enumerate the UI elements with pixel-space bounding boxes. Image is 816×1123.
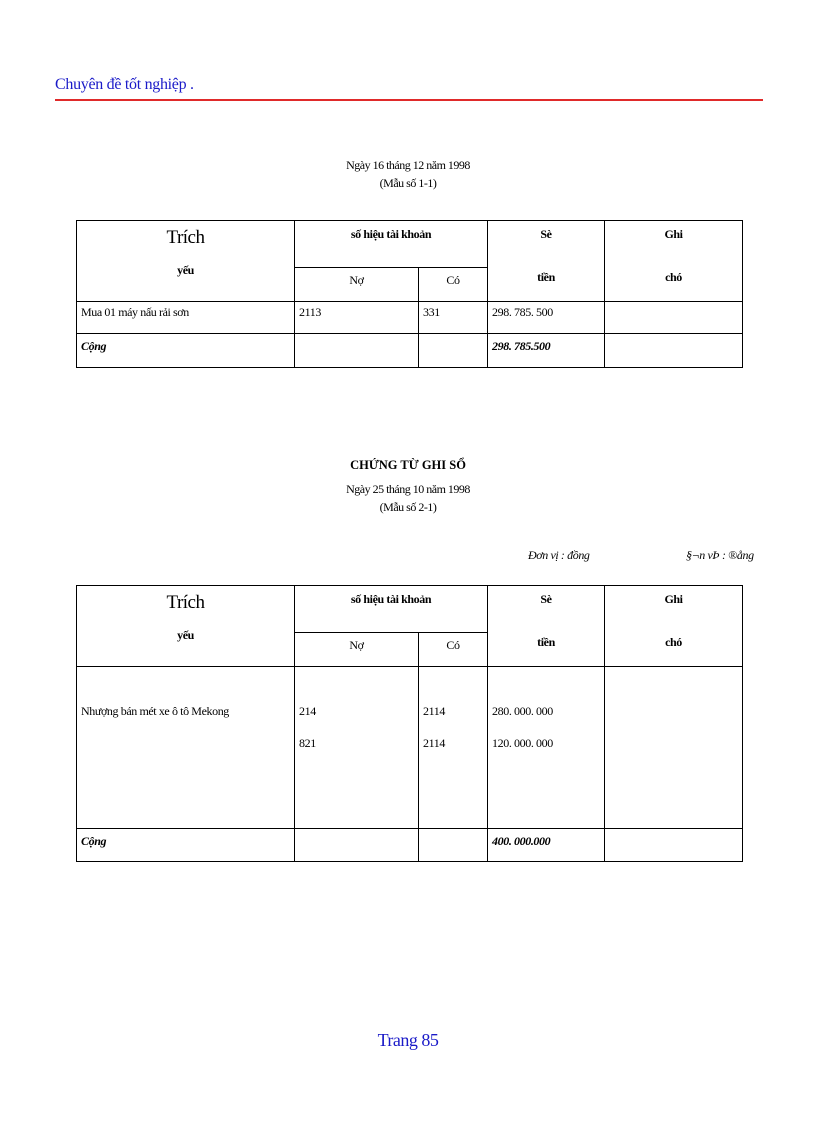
voucher2-unit-note-encoded: §¬n vÞ : ®ång	[686, 548, 754, 562]
voucher1-header-note	[605, 221, 743, 302]
voucher2-row-description	[77, 667, 295, 829]
voucher2-total-debit	[295, 829, 419, 862]
voucher2-header-chu: chó	[665, 635, 682, 649]
voucher2-total-credit	[419, 829, 488, 862]
voucher1-total-row	[77, 334, 743, 368]
voucher1-total-credit	[419, 334, 488, 368]
voucher2-header-account-number: số hiệu tài khoản	[295, 586, 488, 633]
voucher2-header-yeu: yếu	[177, 628, 194, 642]
voucher2-total-note	[605, 829, 743, 862]
voucher2-header-tien: tiền	[537, 635, 555, 649]
voucher1-date: Ngày 16 tháng 12 năm 1998	[346, 158, 470, 172]
voucher2-row2-amount: 120. 000. 000	[492, 736, 553, 750]
voucher1-table	[76, 220, 743, 368]
voucher1-header-so: Sè	[540, 227, 552, 241]
voucher1-header-credit: Có	[419, 268, 488, 302]
voucher1-row-credit: 331	[419, 302, 488, 334]
voucher2-header-ghi: Ghi	[664, 592, 683, 606]
voucher1-header-description	[77, 221, 295, 302]
voucher2-title: CHỨNG TỪ GHI SỔ	[350, 458, 466, 472]
voucher2-header-debit: Nợ	[295, 633, 419, 667]
voucher2-unit-note: Đơn vị : đồng	[528, 548, 590, 562]
voucher2-row-amount	[488, 667, 605, 829]
voucher2-row1-credit: 2114	[423, 704, 445, 718]
voucher1-header-tien: tiền	[537, 270, 555, 284]
voucher2-row1-debit: 214	[299, 704, 316, 718]
voucher1-header-account-number: số hiệu tài khoản	[295, 221, 488, 268]
voucher2-date: Ngày 25 tháng 10 năm 1998	[346, 482, 470, 496]
voucher2-header-description	[77, 586, 295, 667]
voucher2-row2-debit: 821	[299, 736, 316, 750]
voucher2-row1-amount: 280. 000. 000	[492, 704, 553, 718]
voucher2-header-note	[605, 586, 743, 667]
voucher2-row1-description: Nhượng bán mét xe ô tô Mekong	[81, 704, 229, 718]
voucher1-row-debit: 2113	[295, 302, 419, 334]
voucher1-header-chu: chó	[665, 270, 682, 284]
voucher2-total-amount: 400. 000.000	[488, 829, 605, 862]
voucher1-header-trich: Trích	[166, 227, 205, 248]
header-divider	[55, 99, 763, 101]
voucher2-total-row	[77, 829, 743, 862]
voucher1-total-note	[605, 334, 743, 368]
voucher1-row-amount: 298. 785. 500	[488, 302, 605, 334]
voucher2-table	[76, 585, 743, 862]
voucher2-row-note	[605, 667, 743, 829]
voucher2-form-number: (Mẫu số 2-1)	[379, 500, 437, 514]
voucher1-row-note	[605, 302, 743, 334]
voucher1-form-number: (Mẫu số 1-1)	[379, 176, 437, 190]
table-row	[77, 667, 743, 829]
voucher2-total-label: Cộng	[77, 829, 295, 862]
document-header-title: Chuyên đề tốt nghiệp .	[55, 76, 194, 93]
voucher1-total-label: Cộng	[77, 334, 295, 368]
voucher2-header-amount	[488, 586, 605, 667]
page-number: Trang 85	[377, 1030, 439, 1050]
voucher2-header-trich: Trích	[166, 592, 205, 613]
voucher1-total-amount: 298. 785.500	[488, 334, 605, 368]
voucher1-header-ghi: Ghi	[664, 227, 683, 241]
voucher2-row-credit	[419, 667, 488, 829]
voucher2-header-so: Sè	[540, 592, 552, 606]
voucher2-row-debit	[295, 667, 419, 829]
voucher2-row2-credit: 2114	[423, 736, 445, 750]
table-row	[77, 302, 743, 334]
voucher1-header-amount	[488, 221, 605, 302]
voucher1-header-yeu: yếu	[177, 263, 194, 277]
voucher2-header-credit: Có	[419, 633, 488, 667]
voucher1-row-description: Mua 01 máy nấu rải sơn	[77, 302, 295, 334]
voucher1-total-debit	[295, 334, 419, 368]
voucher1-header-debit: Nợ	[295, 268, 419, 302]
